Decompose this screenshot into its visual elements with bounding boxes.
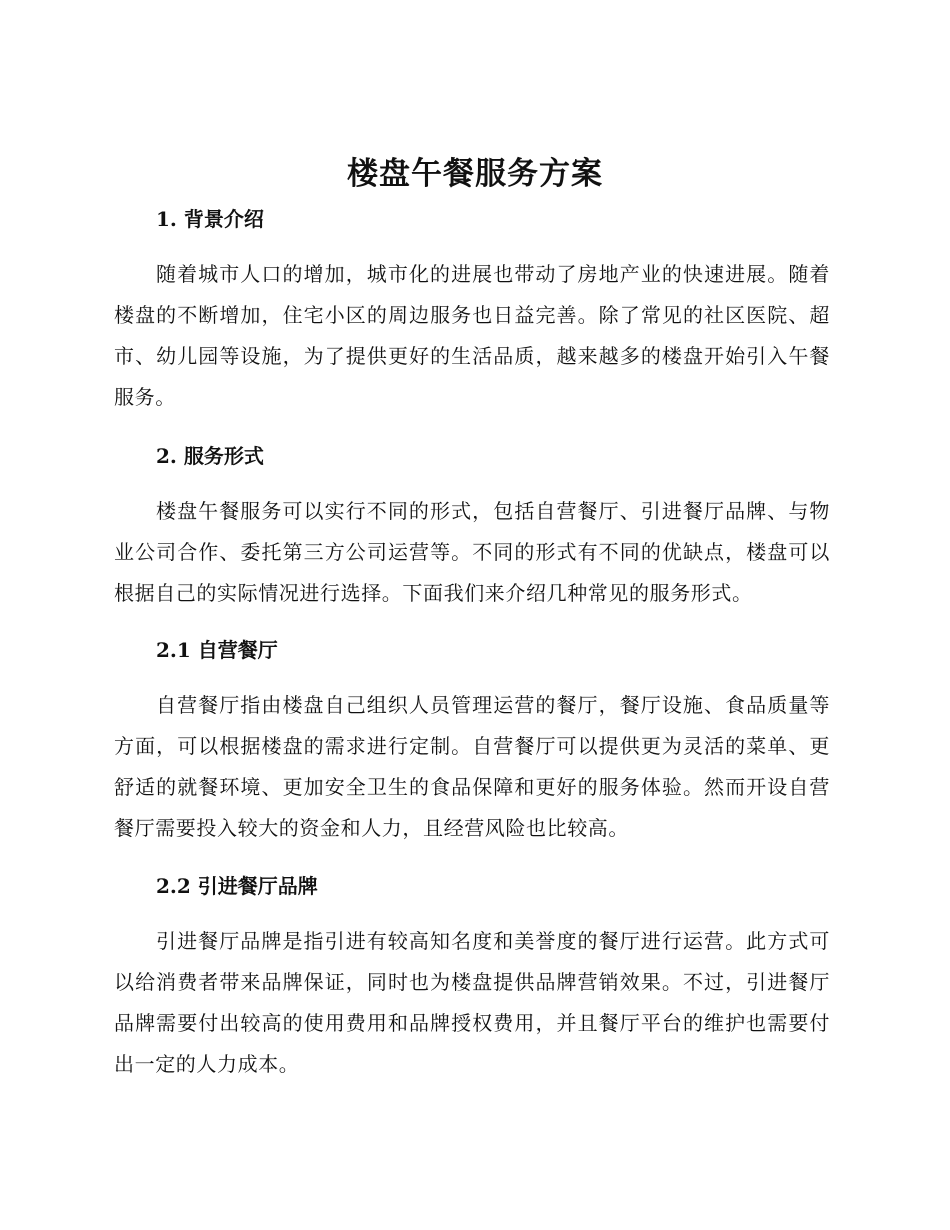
section-paragraph-self-run-restaurant: 自营餐厅指由楼盘自己组织人员管理运营的餐厅，餐厅设施、食品质量等方面，可以根据楼盘的需求进行定制。自营餐厅可以提供更为灵活的菜单、更舒适的就餐环境、更加安全卫生的食品保障和更好的服务体验。然而开设自营餐厅需要投入较大的资金和人力，且经营风险也比较高。 [114,693,830,840]
section-heading-restaurant-brand: 2.2 引进餐厅品牌 [156,874,318,898]
section-paragraph-background: 随着城市人口的增加，城市化的进展也带动了房地产业的快速进展。随着楼盘的不断增加，住宅小区的周边服务也日益完善。除了常见的社区医院、超市、幼儿园等设施，为了提供更好的生活品质，越来越多的楼盘开始引入午餐服务。 [114,262,830,409]
section-heading-service-forms: 2. 服务形式 [156,444,264,468]
section-paragraph-restaurant-brand: 引进餐厅品牌是指引进有较高知名度和美誉度的餐厅进行运营。此方式可以给消费者带来品牌保证，同时也为楼盘提供品牌营销效果。不过，引进餐厅品牌需要付出较高的使用费用和品牌授权费用，并且餐厅平台的维护也需要付出一定的人力成本。 [114,929,830,1076]
section-heading-background: 1. 背景介绍 [156,207,264,231]
document-title: 楼盘午餐服务方案 [347,156,603,192]
section-heading-self-run-restaurant: 2.1 自营餐厅 [156,638,278,662]
section-paragraph-service-forms: 楼盘午餐服务可以实行不同的形式，包括自营餐厅、引进餐厅品牌、与物业公司合作、委托第三方公司运营等。不同的形式有不同的优缺点，楼盘可以根据自己的实际情况进行选择。下面我们来介绍几种常见的服务形式。 [114,499,830,605]
